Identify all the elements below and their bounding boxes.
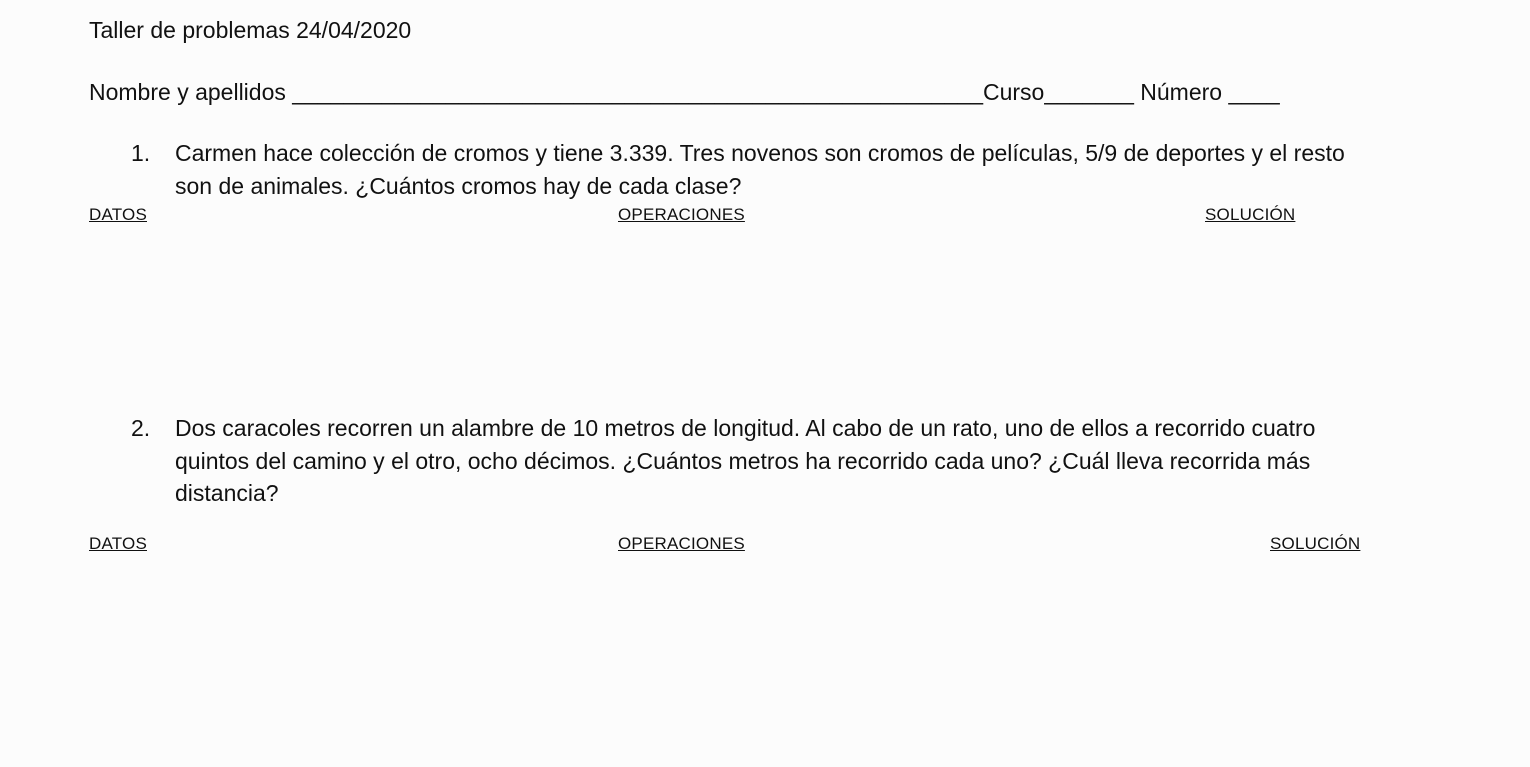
solucion-label: SOLUCIÓN [1270,534,1361,553]
datos-label: DATOS [89,205,147,224]
solucion-label: SOLUCIÓN [1205,205,1296,224]
operaciones-label: OPERACIONES [618,534,745,553]
student-info-line: Nombre y apellidos ______________________________________________________Curso_______ Número ____ [89,79,1280,105]
datos-label: DATOS [89,534,147,553]
problem-text: Carmen hace colección de cromos y tiene 3.339. Tres novenos son cromos de películas, 5/9 de deportes y el resto son de animales. ¿Cuántos cromos hay de cada clase? [175,140,1345,199]
operaciones-label: OPERACIONES [618,205,745,224]
problem-number: 1. [131,140,151,166]
worksheet-title: Taller de problemas 24/04/2020 [89,17,412,43]
problem-number: 2. [131,415,151,441]
problem-text: Dos caracoles recorren un alambre de 10 metros de longitud. Al cabo de un rato, uno de ellos a recorrido cuatro quintos del camino y el otro, ocho décimos. ¿Cuántos metros ha recorrido cada uno? ¿Cuál lleva recorrida más distancia? [175,415,1316,506]
